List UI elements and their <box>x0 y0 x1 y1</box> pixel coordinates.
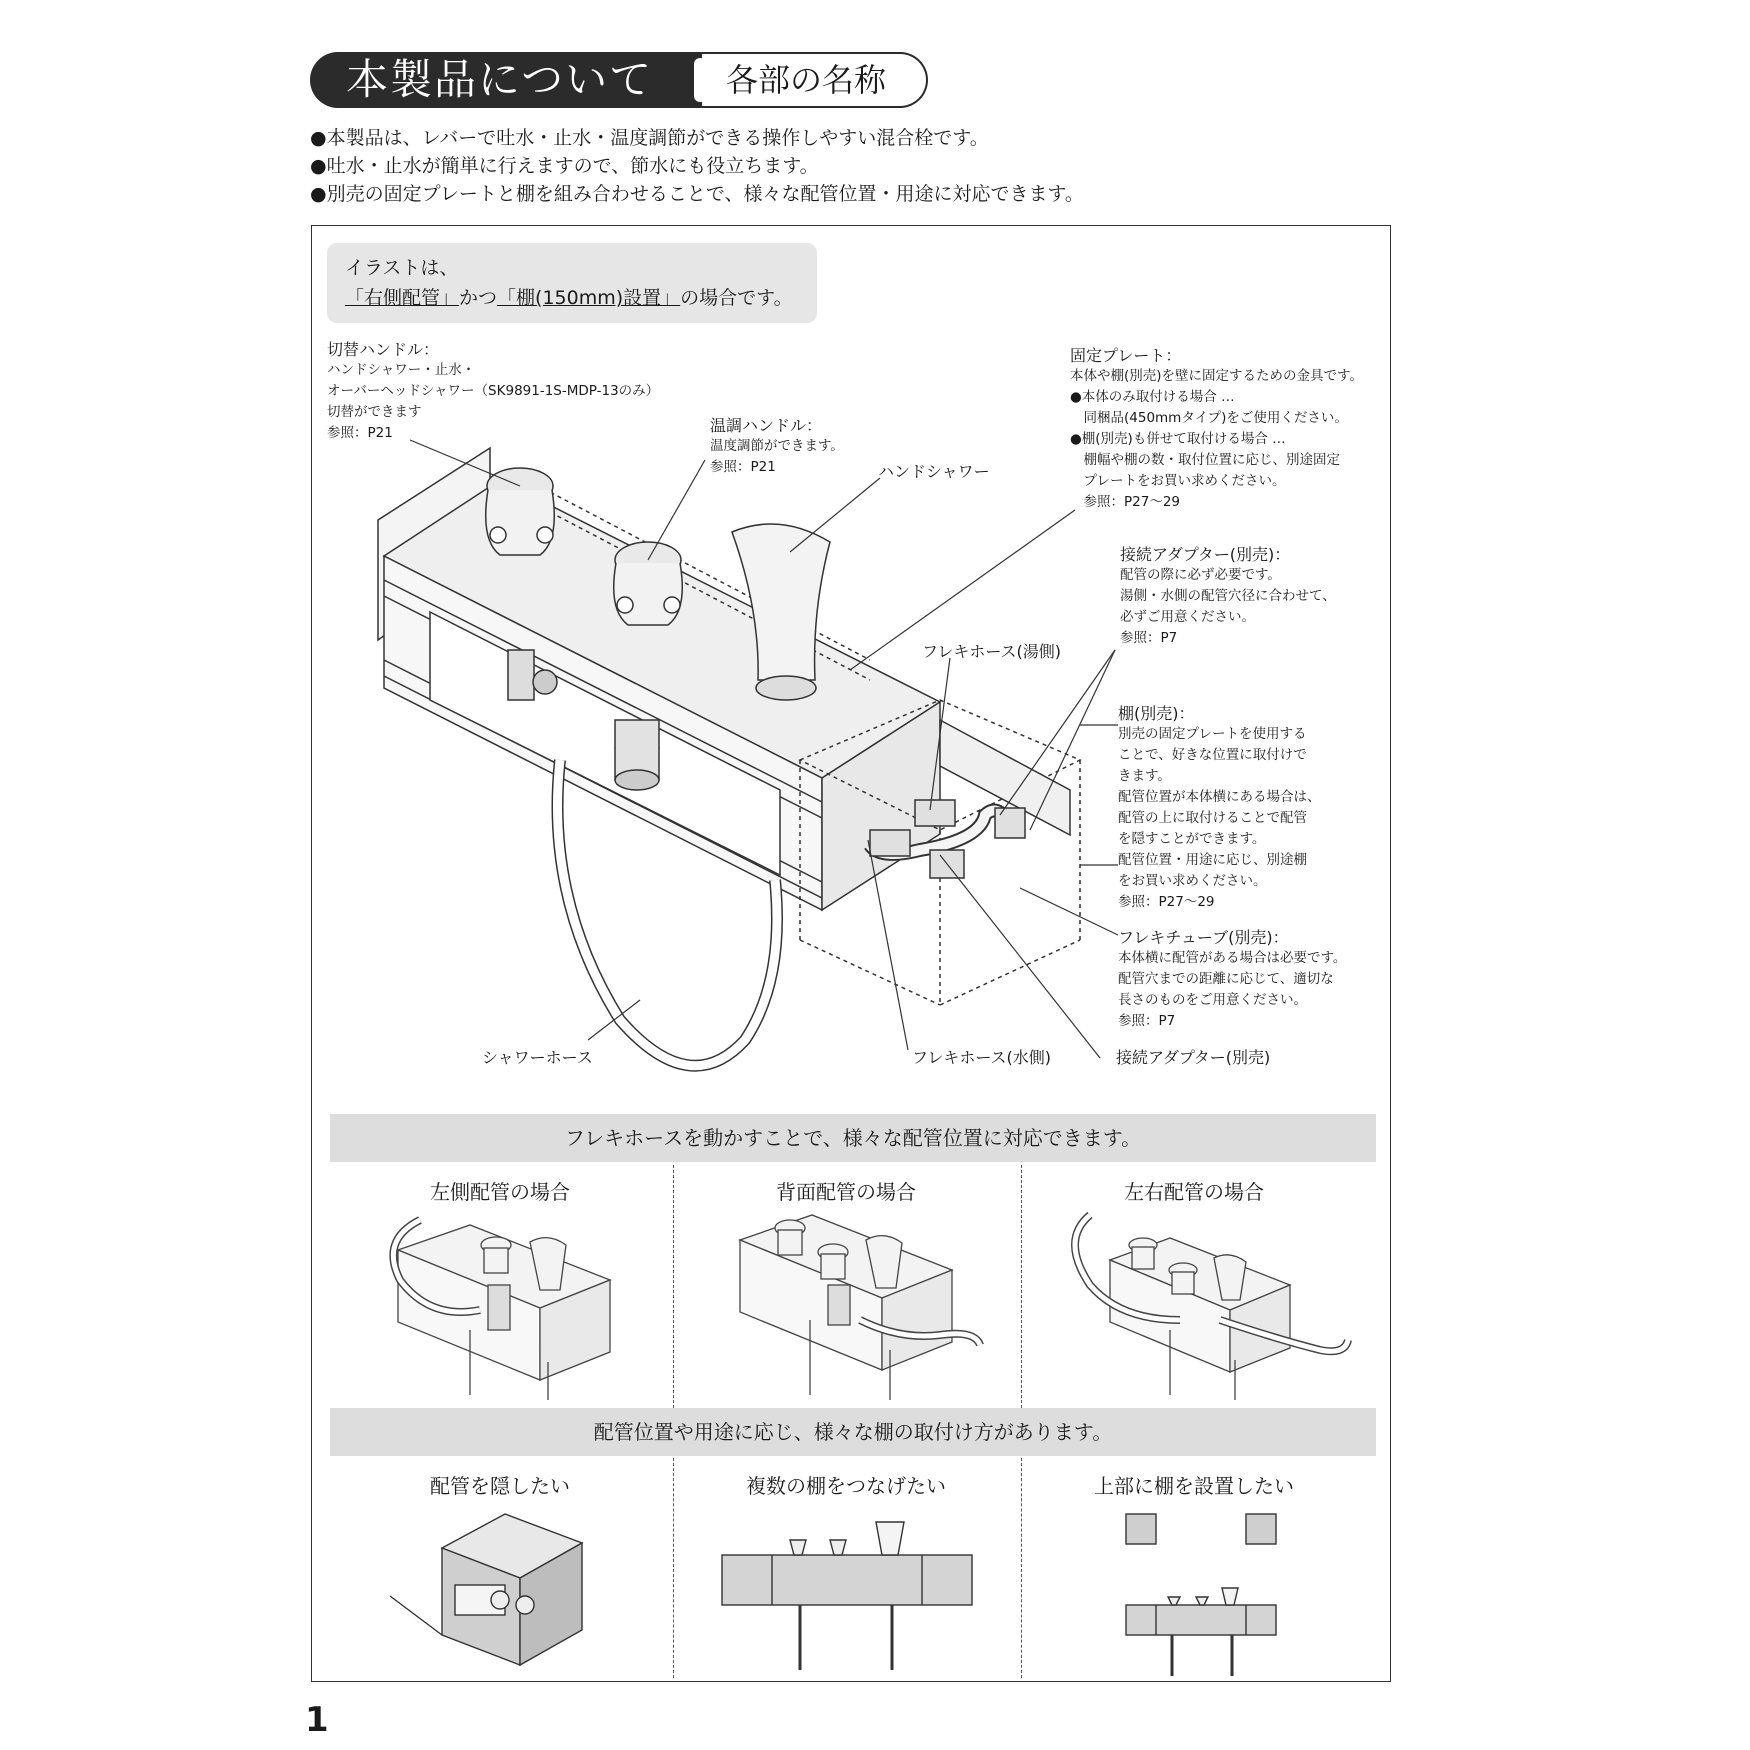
adapter-top-label: 接続アダプター(別売)： 配管の際に必ず必要です。 湯側・水側の配管穴径に合わせて、 必ずご用意ください。 参照：P7 <box>1120 545 1336 646</box>
temp-handle-label: 温調ハンドル： 温度調節ができます。 参照：P21 <box>710 416 844 475</box>
flex-hose-hot-label: フレキホース(湯側) <box>922 642 1062 661</box>
adapter-bottom-label: 接続アダプター(別売) <box>1116 1048 1271 1067</box>
intro-item: ●本製品は、レバーで吐水・止水・温度調節ができる操作しやすい混合栓です。 <box>310 127 989 149</box>
piping-case-left: 左側配管の場合 <box>430 1180 570 1204</box>
flex-hose-cold-label: フレキホース(水側) <box>912 1048 1052 1067</box>
flex-tube-label: フレキチューブ(別売)： 本体横に配管がある場合は必要です。 配管穴までの距離に応じて、適切な 長さのものをご用意ください。 参照：P7 <box>1118 928 1347 1029</box>
page-title: 本製品について <box>310 52 710 108</box>
piping-band: フレキホースを動かすことで、様々な配管位置に対応できます。 <box>330 1114 1376 1162</box>
page-number: 1 <box>305 1700 329 1740</box>
piping-case-both: 左右配管の場合 <box>1124 1180 1264 1204</box>
intro-item: ●別売の固定プレートと棚を組み合わせることで、様々な配管位置・用途に対応できます。 <box>310 183 1084 205</box>
page-subtitle: 各部の名称 <box>702 52 928 108</box>
switch-handle-label: 切替ハンドル： ハンドシャワー・止水・ オーバーヘッドシャワー（SK9891-1S-MDP-13のみ） 切替ができます 参照：P21 <box>327 340 660 441</box>
shelf-case-connect: 複数の棚をつなげたい <box>746 1474 946 1498</box>
note-part2: 「棚(150mm)設置」 <box>497 287 681 309</box>
note-mid: かつ <box>459 287 498 309</box>
note-part1: 「右側配管」 <box>345 287 460 309</box>
piping-case-back: 背面配管の場合 <box>776 1180 916 1204</box>
fixing-plate-label: 固定プレート： 本体や棚(別売)を壁に固定するための金具です。 ●本体のみ取付ける場合 … 同梱品(450mmタイプ)をご使用ください。 ●棚(別売)も併せて取付ける場合 … 棚幅や棚の数・取付位置に応じ、別途固定 プレートをお買い求めください。 参照：P27〜29 <box>1070 346 1363 510</box>
shelf-case-upper: 上部に棚を設置したい <box>1094 1474 1294 1498</box>
shower-hose-label: シャワーホース <box>482 1048 593 1067</box>
shelf-label: 棚(別売)： 別売の固定プレートを使用する ことで、好きな位置に取付けで きます。 配管位置が本体横にある場合は、 配管の上に取付けることで配管 を隠すことができます。 配管位置・用途に応じ、別途棚 をお買い求めください。 参照：P27〜29 <box>1118 704 1321 910</box>
shelf-band: 配管位置や用途に応じ、様々な棚の取付け方があります。 <box>330 1408 1376 1456</box>
note-line1: イラストは、 <box>345 257 459 279</box>
shelf-case-hide: 配管を隠したい <box>430 1474 570 1498</box>
note-tail: の場合です。 <box>680 287 793 309</box>
intro-item: ●吐水・止水が簡単に行えますので、節水にも役立ちます。 <box>310 155 819 177</box>
hand-shower-label: ハンドシャワー <box>878 462 990 481</box>
